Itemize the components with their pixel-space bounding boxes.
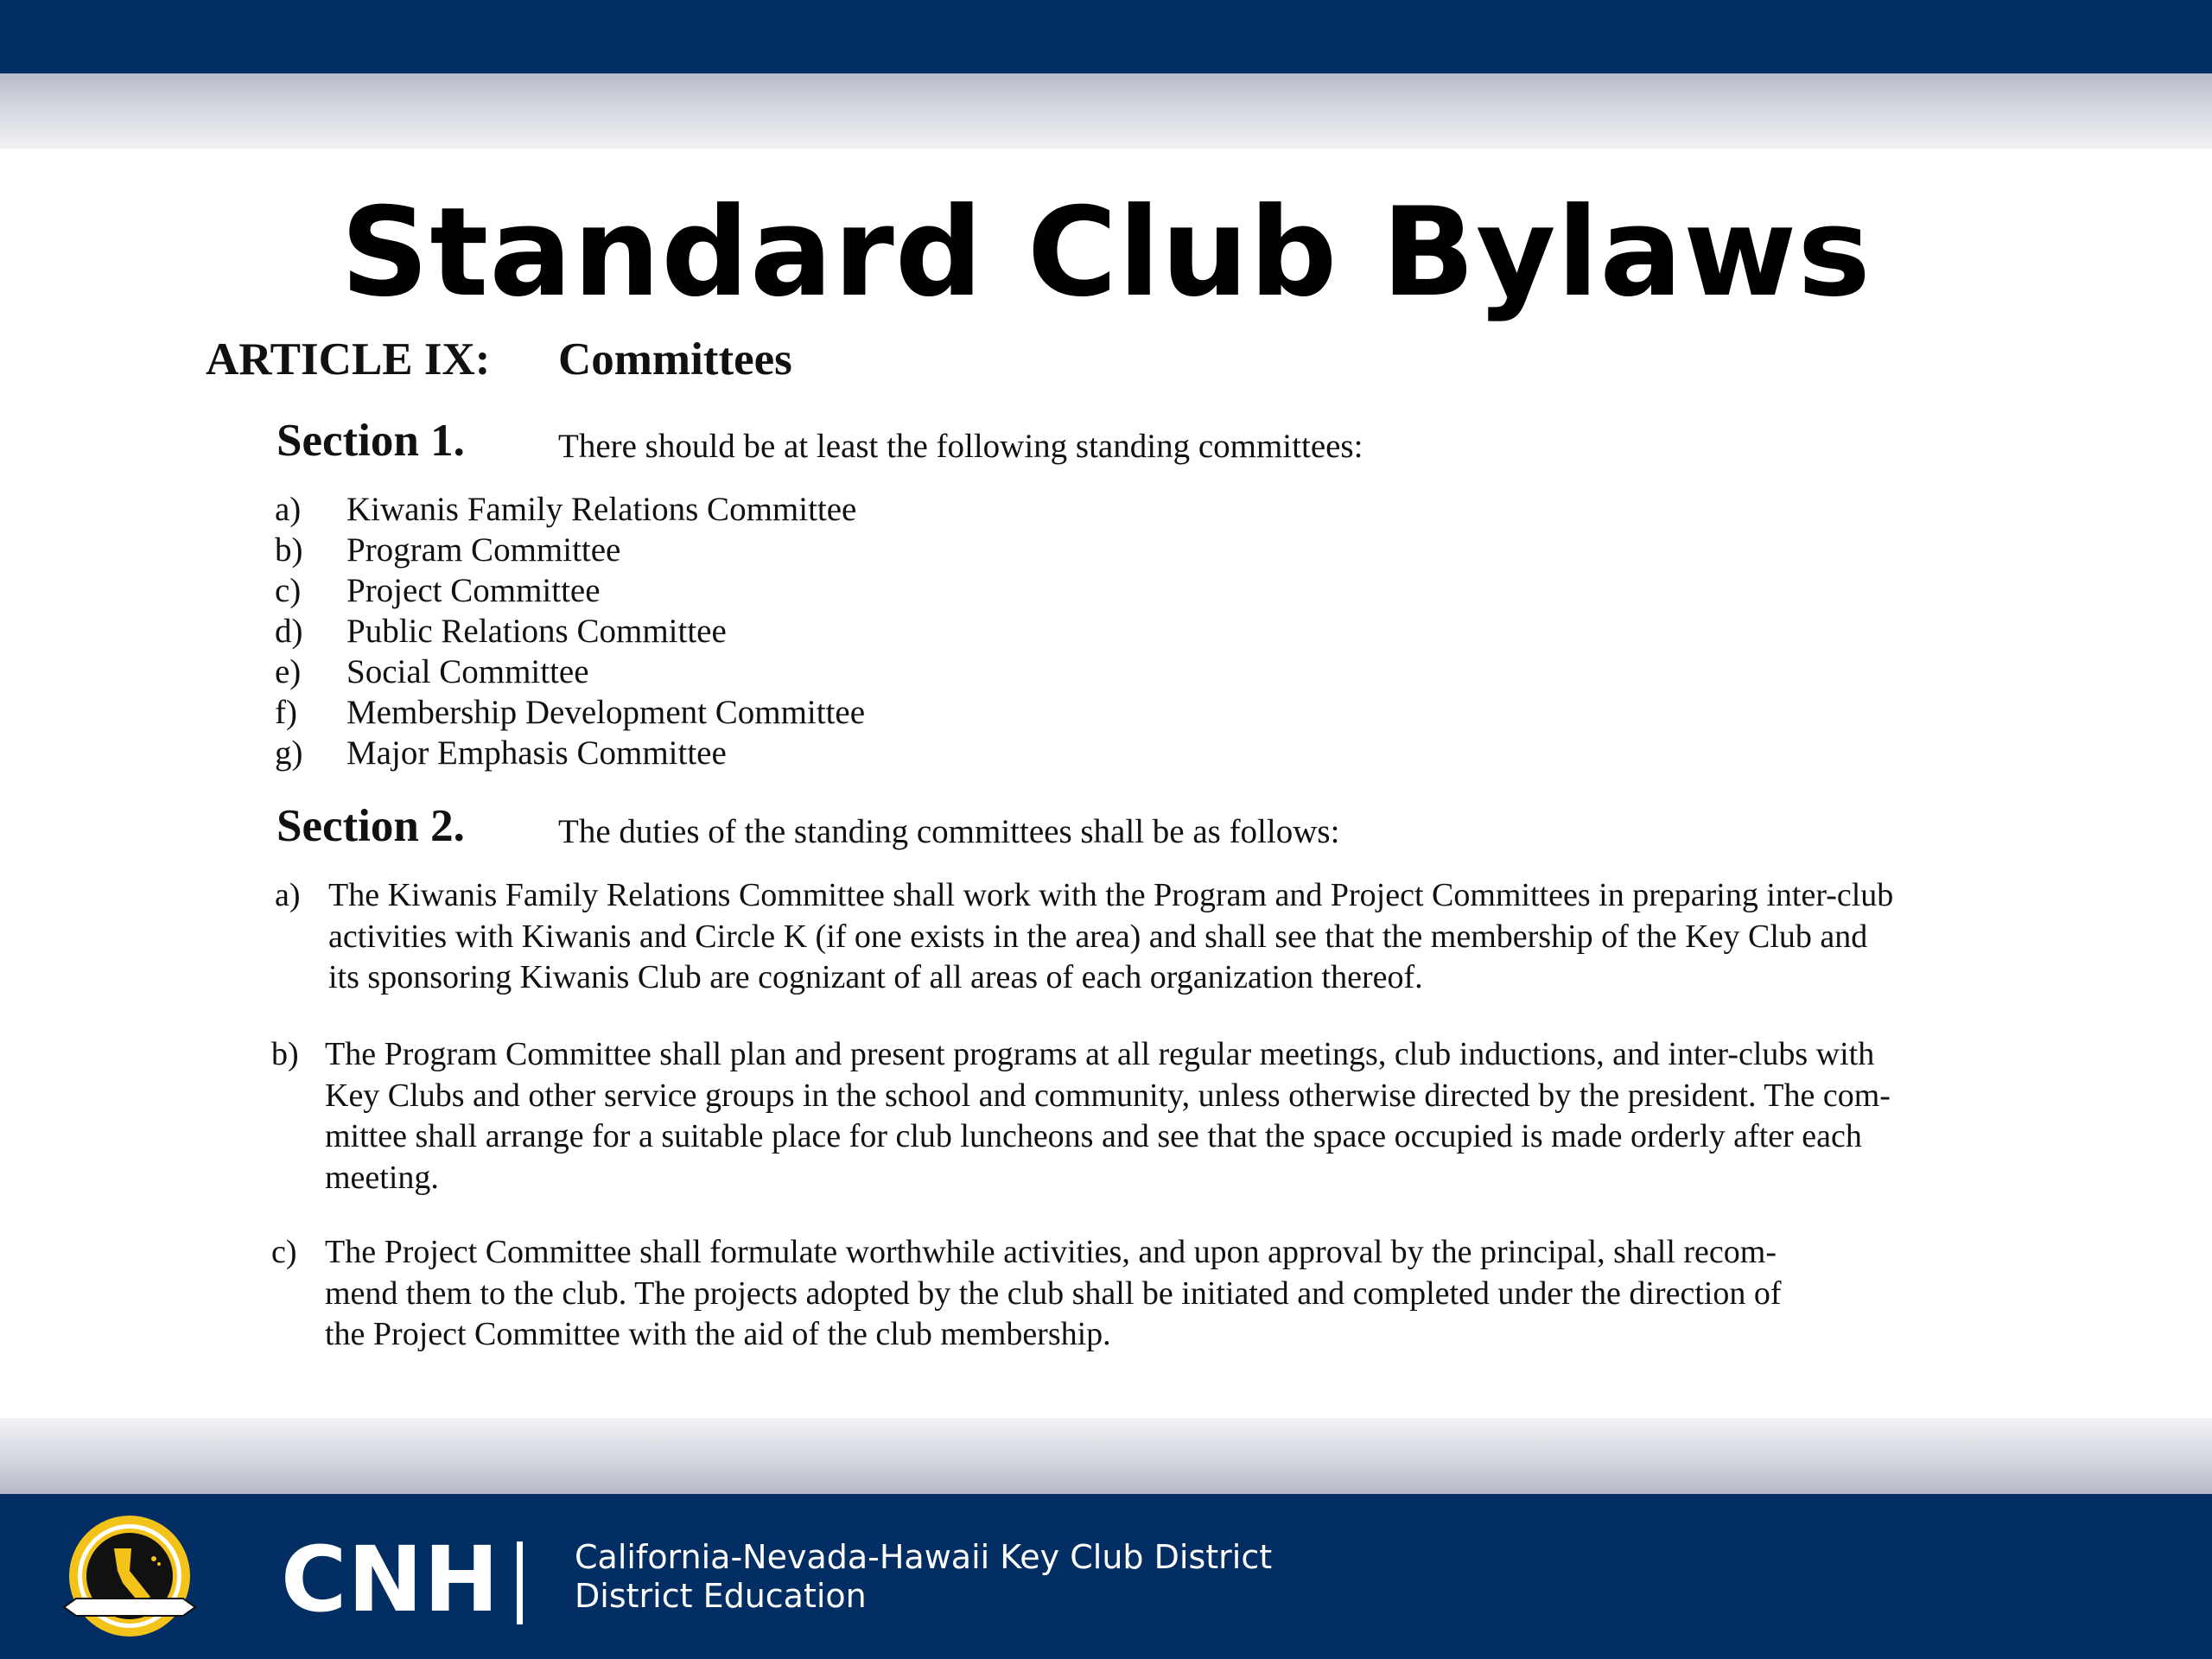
- section1-text: There should be at least the following standing committees:: [558, 428, 1363, 465]
- article-name: Committees: [558, 334, 792, 385]
- duty-paragraph-c: c) The Project Committee shall formulate worthwhile activities, and upon approval by the principal, shall recom- mend them to the club. The projects adopted by the club shall be initiated and completed under the direction of the Project Committee with the aid of the club membership.: [271, 1234, 1782, 1352]
- footer-department: District Education: [575, 1577, 867, 1615]
- footer-district-name: California-Nevada-Hawaii Key Club District: [575, 1538, 1273, 1576]
- section2-heading: Section 2.: [276, 801, 465, 851]
- footer-text: [575, 1538, 1272, 1616]
- list-item: a) Kiwanis Family Relations Committee: [275, 491, 857, 528]
- key-club-logo-icon: [60, 1514, 199, 1642]
- footer-divider: [517, 1541, 523, 1624]
- header-gradient: [0, 73, 2212, 149]
- list-item: b) Program Committee: [275, 531, 621, 569]
- slide-title: Standard Club Bylaws: [340, 181, 1872, 324]
- article-heading: [206, 334, 792, 385]
- header-band: [0, 0, 2212, 73]
- duty-paragraph-a: a) The Kiwanis Family Relations Committee shall work with the Program and Project Committees in preparing inter-club activities with Kiwanis and Circle K (if one exists in the area) and shall see that the membership of the Key Club and its sponsoring Kiwanis Club are cognizant of all areas of each organization thereof.: [275, 877, 1894, 995]
- section1-heading: Section 1.: [276, 416, 465, 466]
- list-item: e) Social Committee: [275, 653, 589, 690]
- cnh-wordmark: CNH: [281, 1527, 500, 1632]
- list-item: d) Public Relations Committee: [275, 613, 727, 650]
- footer-gradient: [0, 1418, 2212, 1494]
- list-item: f) Membership Development Committee: [275, 694, 866, 731]
- list-item: c) Project Committee: [275, 572, 601, 609]
- section2-text: The duties of the standing committees shall be as follows:: [558, 813, 1340, 850]
- committee-list: [275, 489, 865, 773]
- duty-paragraph-b: b) The Program Committee shall plan and present programs at all regular meetings, club inductions, and inter-clubs with Key Clubs and other service groups in the school and community, unless otherwise directed by the president. The com- mittee shall arrange for a suitable place for club luncheons and see that the space occupied is made orderly after each meeting.: [271, 1036, 1891, 1196]
- article-number: ARTICLE IX:: [206, 334, 491, 385]
- list-item: g) Major Emphasis Committee: [275, 734, 727, 772]
